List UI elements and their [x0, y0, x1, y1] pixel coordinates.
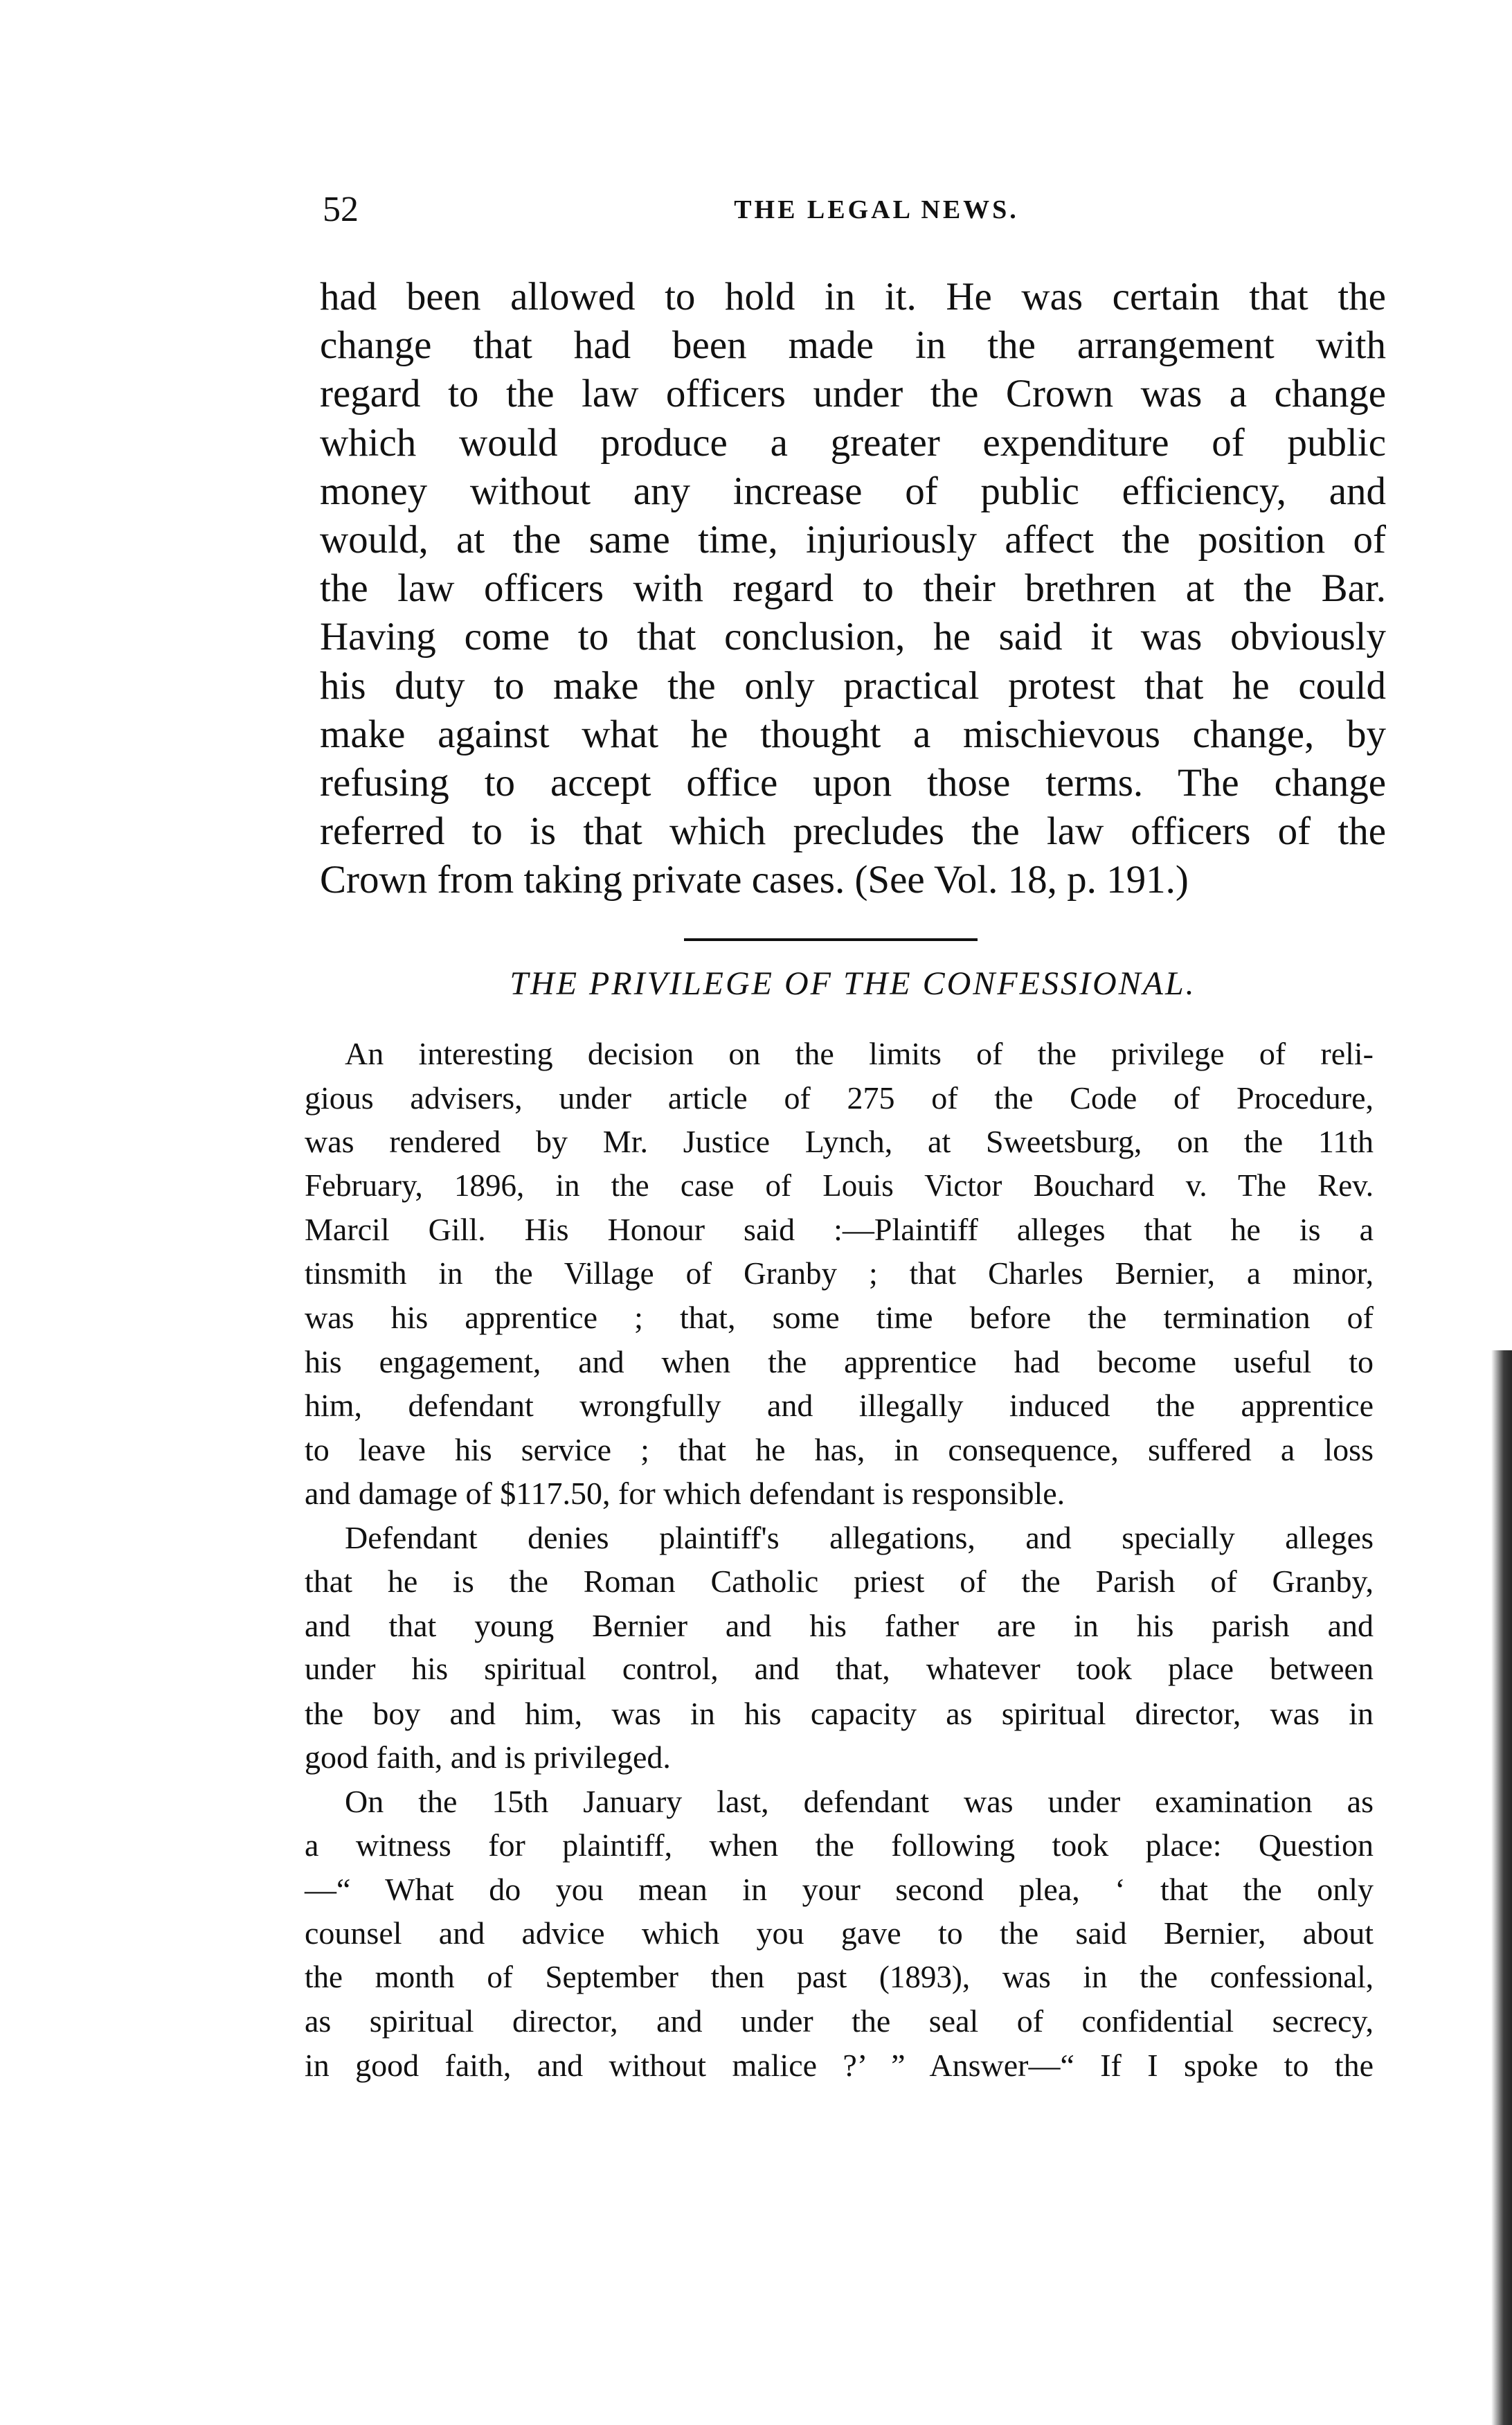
text-line: as spiritual director, and under the seal of confidential secrecy, [305, 2003, 1374, 2039]
text-line: in good faith, and without malice ?’ ” Answer—“ If I spoke to the [305, 2047, 1374, 2083]
text-line: him, defendant wrongfully and illegally induced the apprentice [305, 1388, 1374, 1423]
article-body [305, 1032, 1374, 2087]
text-line: his engagement, and when the apprentice had become useful to [305, 1343, 1374, 1379]
text-line: Having come to that conclusion, he said it was obviously [320, 615, 1386, 659]
text-line: An interesting decision on the limits of the privilege of reli- [345, 1036, 1374, 1071]
text-line: a witness for plaintiff, when the following took place: Question [305, 1827, 1374, 1863]
text-line: and that young Bernier and his father are in his parish and [305, 1607, 1374, 1643]
page-header [323, 186, 1389, 234]
intro-paragraph [320, 273, 1386, 905]
text-line: his duty to make the only practical protest that he could [320, 663, 1386, 708]
text-line: make against what he thought a mischievous change, by [320, 712, 1386, 756]
text-line: February, 1896, in the case of Louis Victor Bouchard v. The Rev. [305, 1167, 1374, 1203]
section-title: THE PRIVILEGE OF THE CONFESSIONAL. [510, 965, 1196, 1002]
text-line: money without any increase of public efficiency, and [320, 469, 1386, 513]
text-line: and damage of $117.50, for which defendant is responsible. [305, 1476, 1065, 1511]
text-line: tinsmith in the Village of Granby ; that Charles Bernier, a minor, [305, 1255, 1374, 1291]
text-line: Marcil Gill. His Honour said :—Plaintiff alleges that he is a [305, 1212, 1374, 1247]
text-line: referred to is that which precludes the law officers of the [320, 809, 1386, 854]
text-line: the law officers with regard to their brethren at the Bar. [320, 566, 1386, 611]
text-line: the boy and him, was in his capacity as spiritual director, was in [305, 1695, 1374, 1731]
text-line: that he is the Roman Catholic priest of the Parish of Granby, [305, 1564, 1374, 1599]
text-line: regard to the law officers under the Crown was a change [320, 372, 1386, 416]
text-line: which would produce a greater expenditure of public [320, 420, 1386, 465]
text-line: counsel and advice which you gave to the said Bernier, about [305, 1915, 1374, 1951]
text-line: to leave his service ; that he has, in consequence, suffered a loss [305, 1431, 1374, 1467]
scan-edge-shadow [1491, 1350, 1512, 2425]
text-line: would, at the same time, injuriously affect the position of [320, 518, 1386, 562]
text-line: Defendant denies plaintiff's allegations, and specially alleges [345, 1519, 1374, 1555]
text-line: gious advisers, under article of 275 of the Code of Procedure, [305, 1080, 1374, 1116]
text-line: under his spiritual control, and that, whatever took place between [305, 1652, 1374, 1686]
text-line: was his apprentice ; that, some time before the termination of [305, 1300, 1374, 1335]
text-line: the month of September then past (1893), was in the confessional, [305, 1959, 1374, 1994]
text-line: Crown from taking private cases. (See Vol. 18, p. 191.) [320, 858, 1189, 902]
text-line: refusing to accept office upon those terms. The change [320, 761, 1386, 805]
text-line: good faith, and is privileged. [305, 1739, 671, 1775]
text-line: change that had been made in the arrangement with [320, 323, 1386, 368]
page-number: 52 [323, 190, 359, 229]
section-divider [684, 938, 978, 941]
text-line: had been allowed to hold in it. He was certain that the [320, 275, 1386, 319]
text-line: —“ What do you mean in your second plea, ‘ that the only [305, 1871, 1374, 1907]
text-line: was rendered by Mr. Justice Lynch, at Sweetsburg, on the 11th [305, 1124, 1374, 1159]
text-line: On the 15th January last, defendant was under examination as [345, 1783, 1374, 1819]
running-head: THE LEGAL NEWS. [734, 195, 1019, 224]
